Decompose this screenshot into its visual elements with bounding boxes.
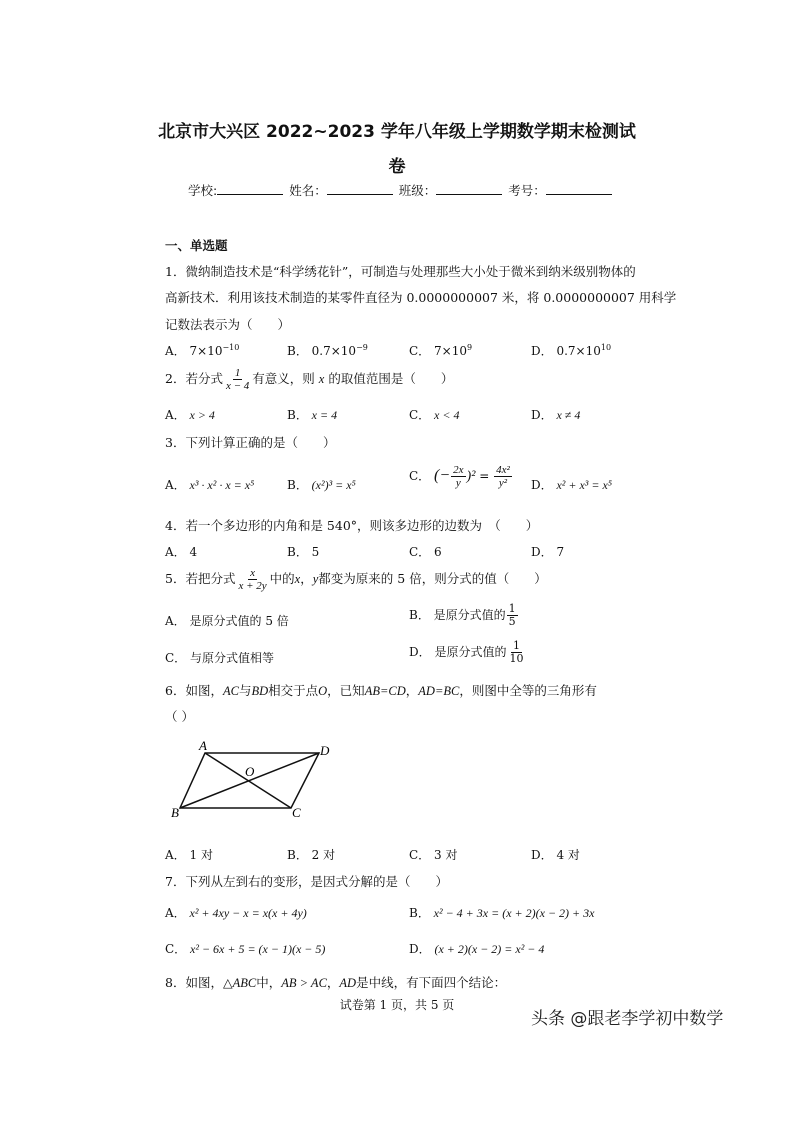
q6-option-c[interactable]: C． 3 对: [409, 848, 458, 862]
q4-option-a[interactable]: A． 4: [165, 545, 198, 559]
q6-option-b[interactable]: B． 2 对: [287, 848, 336, 862]
q7-option-d[interactable]: D． (x + 2)(x − 2) = x² − 4: [409, 942, 545, 956]
q7-option-c[interactable]: C． x² − 6x + 5 = (x − 1)(x − 5): [165, 942, 326, 956]
q1-line3: 记数法表示为（ ）: [165, 317, 291, 332]
q5-fraction: $\frac{x}{x + 2y}$: [238, 567, 267, 592]
q6-parallelogram-figure: [168, 736, 338, 822]
id-blank[interactable]: [546, 182, 612, 195]
name-label: 姓名：: [289, 183, 327, 198]
q5-option-d[interactable]: D． 是原分式值的 $\frac{1}{10}$: [409, 639, 524, 665]
q7-option-b[interactable]: B． x² − 4 + 3x = (x + 2)(x − 2) + 3x: [409, 906, 595, 920]
q6-label-a: A: [199, 738, 207, 753]
q6-stem-line2: （ ）: [165, 709, 194, 724]
q1-option-a[interactable]: A． $7\times 10^{-10}$: [165, 343, 240, 358]
q2-option-a[interactable]: A． x > 4: [165, 408, 215, 422]
q6-stem: 6．如图，AC与BD相交于点O，已知AB=CD，AD=BC，则图中全等的三角形有: [165, 683, 597, 698]
q8-stem: 8．如图，△ABC中，AB > AC，AD是中线，有下面四个结论：: [165, 975, 507, 990]
q6-label-b: B: [171, 805, 179, 820]
page-footer: 试卷第 1 页，共 5 页: [339, 998, 455, 1012]
q6-label-c: C: [292, 805, 301, 820]
q2-stem: 2．若分式 $\frac{1}{x - 4}$ 有意义，则 x 的取值范围是（ ）: [165, 367, 454, 392]
q3-option-c[interactable]: C． (− $\frac{2x}{y}$ )² = $\frac{\text{4x²}}{\text{y²}}$: [409, 464, 510, 489]
exam-title-line2: 卷: [388, 157, 406, 177]
q2-option-b[interactable]: B． x = 4: [287, 408, 338, 422]
q3-option-d[interactable]: D． x² + x³ = x⁵: [531, 478, 612, 492]
school-blank[interactable]: [217, 182, 283, 195]
q2-fraction: $\frac{1}{x - 4}$: [225, 367, 250, 392]
q6-label-o: O: [245, 764, 255, 779]
section-title: 一、单选题: [165, 238, 228, 253]
name-blank[interactable]: [327, 182, 393, 195]
watermark: 头条 @跟老李学初中数学: [531, 1009, 724, 1029]
q6-label-d: D: [320, 743, 330, 758]
exam-title-line1: 北京市大兴区 2022~2023 学年八年级上学期数学期末检测试: [158, 122, 636, 142]
q6-option-d[interactable]: D． 4 对: [531, 848, 580, 862]
q5-stem: 5．若把分式 $\frac{x}{x + 2y}$ 中的x，y都变为原来的 5 倍，则分式的值（ ）: [165, 567, 547, 592]
q4-option-c[interactable]: C． 6: [409, 545, 442, 559]
q2-option-d[interactable]: D． x ≠ 4: [531, 408, 581, 422]
q6-option-a[interactable]: A． 1 对: [165, 848, 213, 862]
school-label: 学校:: [188, 183, 218, 198]
q7-stem: 7．下列从左到右的变形，是因式分解的是（ ）: [165, 874, 448, 889]
q5-option-b[interactable]: B． 是原分式值的 $\frac{1}{5}$: [409, 602, 516, 628]
q4-option-b[interactable]: B． 5: [287, 545, 320, 559]
q1-line1: 1．微纳制造技术是“科学绣花针”，可制造与处理那些大小处于微米到纳米级别物体的: [165, 264, 636, 279]
q2-option-c[interactable]: C． x < 4: [409, 408, 460, 422]
q3-option-a[interactable]: A． x³ · x² · x = x⁵: [165, 478, 255, 492]
q5-option-c[interactable]: C． 与原分式值相等: [165, 651, 275, 665]
q3-option-b[interactable]: B． (x²)³ = x⁵: [287, 478, 356, 492]
q1-option-d[interactable]: D． $0.7\times 10^{10}$: [531, 343, 612, 358]
class-label: 班级：: [398, 183, 437, 198]
student-info-row: [188, 181, 614, 199]
q1-option-c[interactable]: C． $7\times 10^9$: [409, 343, 473, 358]
q1-line2: 高新技术．利用该技术制造的某零件直径为 0.0000000007 米，将 0.0000000007 用科学: [165, 290, 677, 305]
q1-option-b[interactable]: B． $0.7\times 10^{-9}$: [287, 343, 368, 358]
class-blank[interactable]: [436, 182, 502, 195]
q4-stem: 4．若一个多边形的内角和是 540°，则该多边形的边数为 （ ）: [165, 518, 539, 533]
id-label: 考号：: [508, 183, 546, 198]
q3-stem: 3．下列计算正确的是（ ）: [165, 435, 336, 450]
q5-option-a[interactable]: A． 是原分式值的 5 倍: [165, 614, 289, 628]
q7-option-a[interactable]: A． x² + 4xy − x = x(x + 4y): [165, 906, 307, 920]
q4-option-d[interactable]: D． 7: [531, 545, 565, 559]
